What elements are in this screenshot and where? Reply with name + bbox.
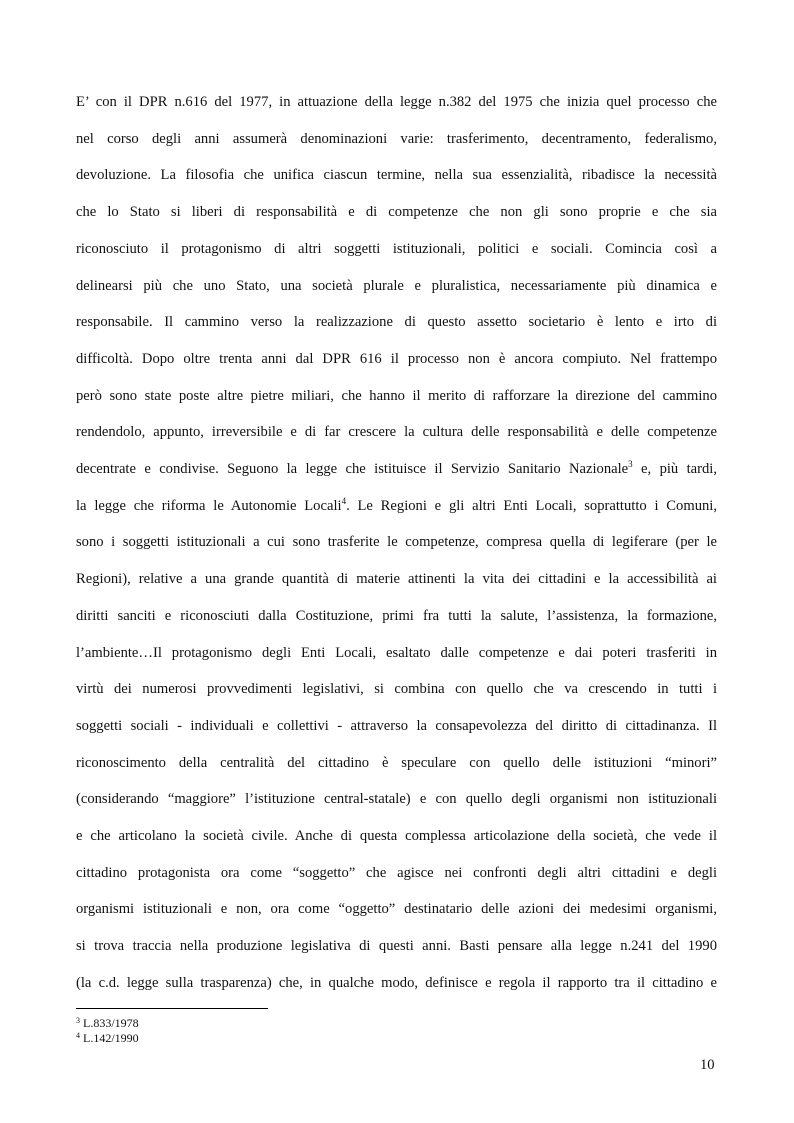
- text-line: soggetti sociali - individuali e collettivi - attraverso la consapevolezza del diritto di cittadinanza. Il: [76, 717, 717, 734]
- text-line: (la c.d. legge sulla trasparenza) che, in qualche modo, definisce e regola il rapporto tra il cittadino e: [76, 974, 717, 991]
- text-line: Regioni), relative a una grande quantità di materie attinenti la vita dei cittadini e la accessibilità ai: [76, 571, 717, 588]
- text-line: delinearsi più che uno Stato, una società plurale e pluralistica, necessariamente più dinamica e: [76, 277, 717, 294]
- text-line: nel corso degli anni assumerà denominazioni varie: trasferimento, decentramento, federalismo,: [76, 130, 717, 147]
- footnote-4: [76, 1031, 139, 1045]
- footnote-ref: 4: [341, 495, 347, 506]
- text-line: virtù dei numerosi provvedimenti legislativi, si combina con quello che va crescendo in tutti i: [76, 681, 717, 698]
- text-segment: . Le Regioni e gli altri Enti Locali, soprattutto i Comuni,: [346, 497, 717, 514]
- text-line: difficoltà. Dopo oltre trenta anni dal DPR 616 il processo non è ancora compiuto. Nel frattempo: [76, 350, 717, 367]
- footnote-separator: [76, 1008, 268, 1009]
- text-line: riconosciuto il protagonismo di altri soggetti istituzionali, politici e sociali. Comincia così a: [76, 240, 717, 257]
- text-segment: e, più tardi,: [632, 461, 717, 477]
- text-line: E’ con il DPR n.616 del 1977, in attuazione della legge n.382 del 1975 che inizia quel processo che: [76, 94, 717, 110]
- footnote-ref: 3: [628, 459, 633, 469]
- text-line: l’ambiente…Il protagonismo degli Enti Locali, esaltato dalle competenze e dai poteri trasferiti in: [76, 644, 717, 661]
- text-line: organismi istituzionali e non, ora come “oggetto” destinatario delle azioni dei medesimi organismi,: [76, 901, 717, 918]
- text-line: che lo Stato si liberi di responsabilità e di competenze che non gli sono proprie e che sia: [76, 204, 717, 221]
- footnote-3: [76, 1016, 139, 1030]
- page-number: 10: [700, 1057, 715, 1073]
- text-line: cittadino protagonista ora come “soggetto” che agisce nei confronti degli altri cittadini e degli: [76, 864, 717, 881]
- text-line: rendendolo, appunto, irreversibile e di far crescere la cultura delle responsabilità e delle competenze: [76, 424, 717, 441]
- text-line: riconoscimento della centralità del cittadino è speculare con quello delle istituzioni “minori”: [76, 754, 717, 771]
- footnote-number: 3: [76, 1016, 80, 1025]
- text-segment: decentrate e condivise. Seguono la legge che istituisce il Servizio Sanitario Nazionale: [76, 461, 629, 477]
- text-segment: la legge che riforma le Autonomie Locali: [76, 497, 342, 514]
- text-line: [76, 459, 717, 479]
- footnote-text: L.833/1978: [83, 1016, 139, 1030]
- text-line: diritti sanciti e riconosciuti dalla Costituzione, primi fra tutti la salute, l’assistenza, la formazione,: [76, 607, 717, 624]
- text-line: si trova traccia nella produzione legislativa di questi anni. Basti pensare alla legge n.241 del 1990: [76, 938, 717, 955]
- footnote-number: 4: [76, 1031, 80, 1040]
- text-line: però sono state poste altre pietre miliari, che hanno il merito di rafforzare la direzione del cammino: [76, 387, 717, 404]
- text-line: responsabile. Il cammino verso la realizzazione di questo assetto societario è lento e irto di: [76, 314, 717, 331]
- text-line: e che articolano la società civile. Anche di questa complessa articolazione della società, che vede il: [76, 828, 717, 844]
- footnote-text: L.142/1990: [83, 1031, 139, 1045]
- text-line: (considerando “maggiore” l’istituzione central-statale) e con quello degli organismi non istituzionali: [76, 791, 717, 808]
- text-line: sono i soggetti istituzionali a cui sono trasferite le competenze, compresa quella di legiferare (per le: [76, 534, 717, 551]
- text-line: [76, 496, 717, 516]
- text-line: devoluzione. La filosofia che unifica ciascun termine, nella sua essenzialità, ribadisce la necessità: [76, 167, 717, 184]
